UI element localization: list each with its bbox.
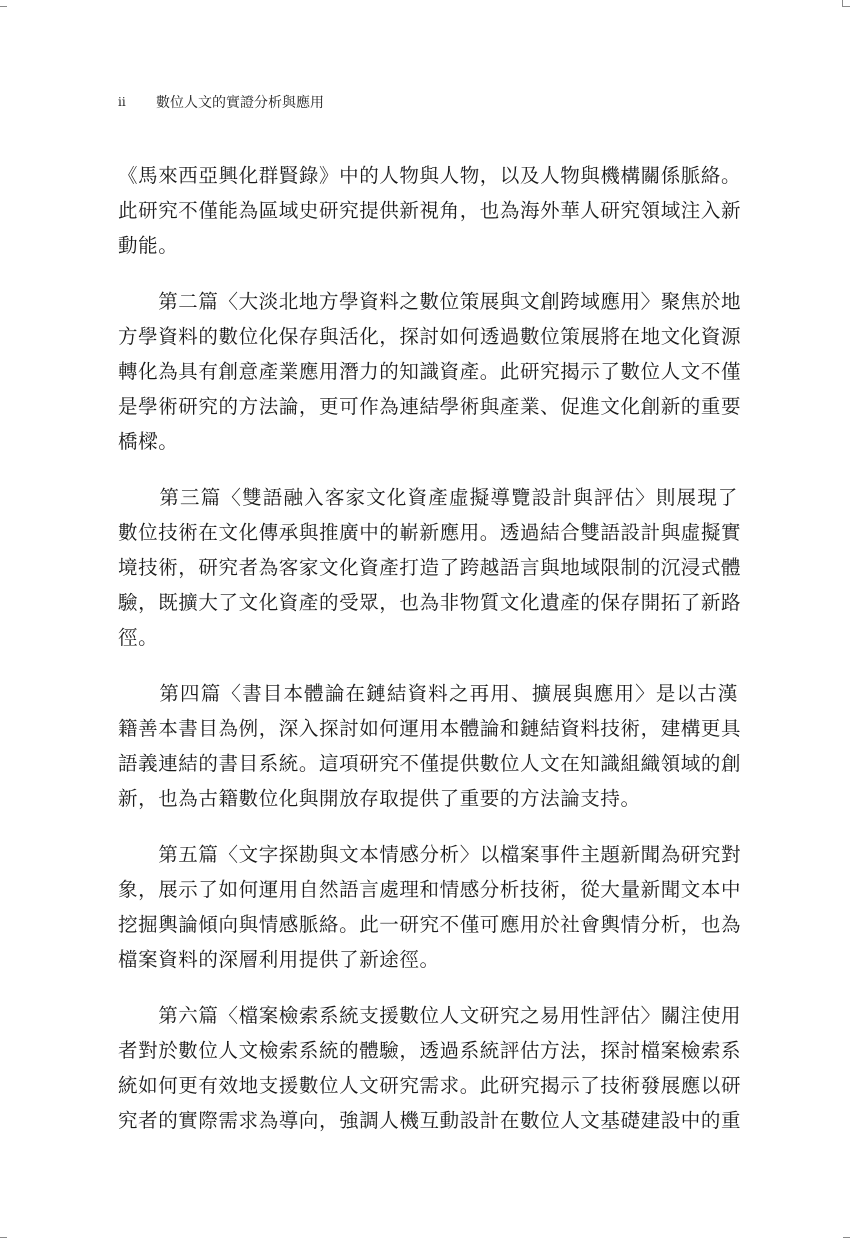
text-line: 統如何更有效地支援數位人文研究需求。此研究揭示了技術發展應以研	[118, 1074, 742, 1097]
text-line: 轉化為具有創意產業應用潛力的知識資產。此研究揭示了數位人文不僅	[118, 360, 742, 383]
paragraph	[118, 998, 742, 1138]
crop-mark	[843, 1237, 850, 1238]
text-line: 檔案資料的深層利用提供了新途徑。	[118, 948, 440, 971]
text-line: 者對於數位人文檢索系統的體驗，透過系統評估方法，探討檔案檢索系	[118, 1039, 742, 1062]
text-line: 驗，既擴大了文化資產的受眾，也為非物質文化遺產的保存開拓了新路	[118, 591, 742, 614]
text-line: 籍善本書目為例，深入探討如何運用本體論和鏈結資料技術，建構更具	[118, 717, 742, 740]
text-line: 第六篇〈檔案檢索系統支援數位人文研究之易用性評估〉關注使用	[118, 1004, 742, 1027]
text-line: 究者的實際需求為導向，強調人機互動設計在數位人文基礎建設中的重	[118, 1109, 742, 1132]
text-line: 橋樑。	[118, 430, 179, 453]
crop-mark	[843, 6, 850, 7]
paragraph	[118, 158, 742, 263]
paragraph	[118, 480, 742, 655]
text-line: 第五篇〈文字探勘與文本情感分析〉以檔案事件主題新聞為研究對	[118, 843, 742, 866]
text-line: 新，也為古籍數位化與開放存取提供了重要的方法論支持。	[118, 787, 641, 810]
text-line: 動能。	[118, 234, 179, 257]
text-line: 境技術，研究者為客家文化資產打造了跨越語言與地域限制的沉浸式體	[118, 556, 742, 579]
page-number: ii	[118, 95, 126, 109]
text-line: 象，展示了如何運用自然語言處理和情感分析技術，從大量新聞文本中	[118, 878, 742, 901]
text-line: 《馬來西亞興化群賢錄》中的人物與人物，以及人物與機構關係脈絡。	[118, 164, 742, 187]
text-line: 方學資料的數位化保存與活化，探討如何透過數位策展將在地文化資源	[118, 325, 742, 348]
running-head	[118, 92, 324, 112]
paragraph	[118, 837, 742, 977]
text-line: 是學術研究的方法論，更可作為連結學術與產業、促進文化創新的重要	[118, 395, 742, 418]
text-line: 數位技術在文化傳承與推廣中的嶄新應用。透過結合雙語設計與虛擬實	[118, 521, 742, 544]
crop-mark	[0, 6, 7, 7]
book-title: 數位人文的實證分析與應用	[156, 95, 324, 111]
paragraph	[118, 676, 742, 816]
text-line: 語義連結的書目系統。這項研究不僅提供數位人文在知識組織領域的創	[118, 752, 742, 775]
text-line: 第三篇〈雙語融入客家文化資產虛擬導覽設計與評估〉則展現了	[118, 486, 738, 509]
text-line: 第四篇〈書目本體論在鏈結資料之再用、擴展與應用〉是以古漢	[118, 682, 738, 705]
text-line: 挖掘輿論傾向與情感脈絡。此一研究不僅可應用於社會輿情分析，也為	[118, 913, 742, 936]
paragraph	[118, 284, 742, 459]
text-line: 第二篇〈大淡北地方學資料之數位策展與文創跨域應用〉聚焦於地	[118, 290, 742, 313]
text-line: 徑。	[118, 626, 159, 649]
body-text	[118, 158, 742, 1159]
crop-mark	[0, 1237, 7, 1238]
text-line: 此研究不僅能為區域史研究提供新視角，也為海外華人研究領域注入新	[118, 199, 742, 222]
